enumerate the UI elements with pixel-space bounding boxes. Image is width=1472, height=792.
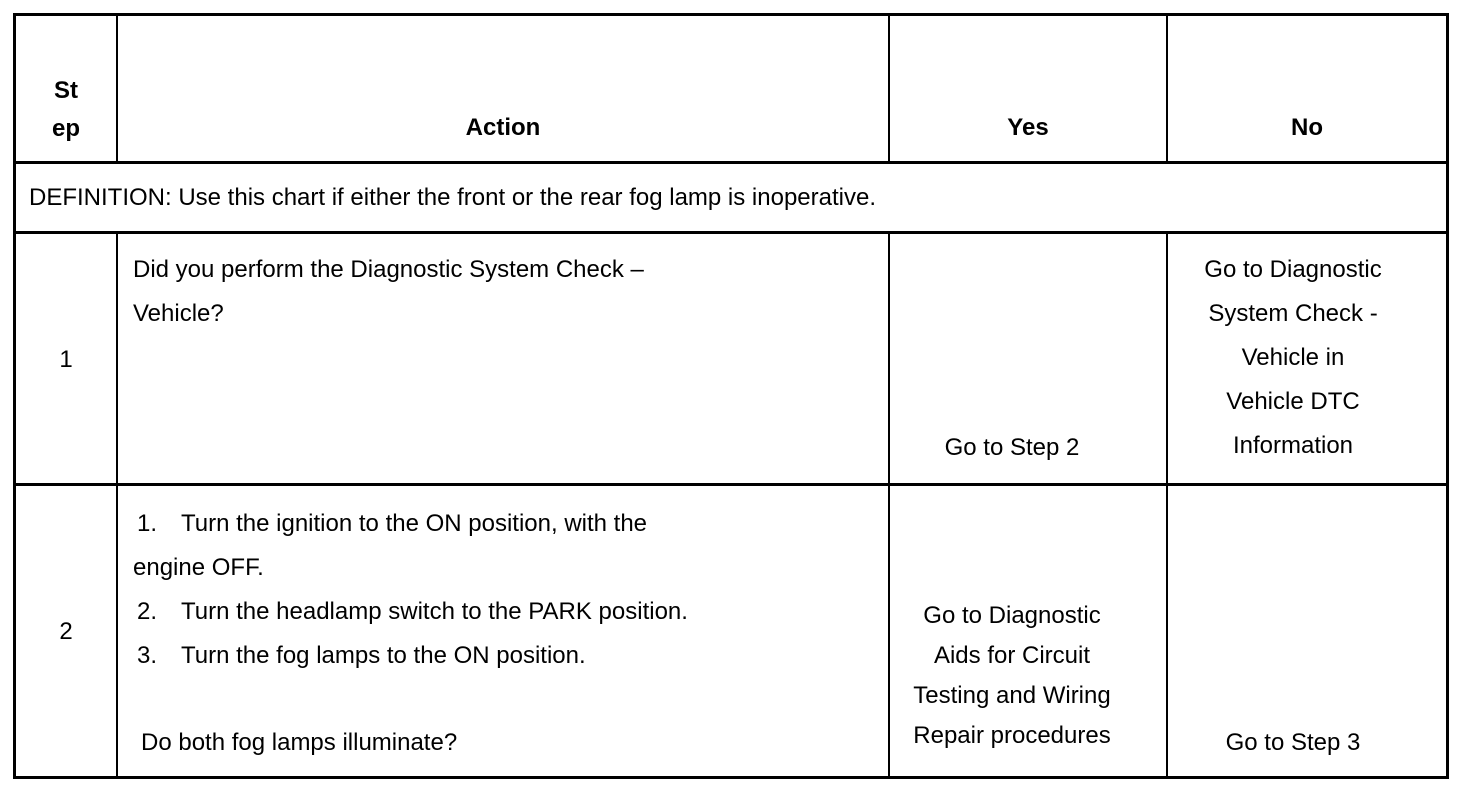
row1-no-line: Information bbox=[1232, 432, 1354, 459]
header-step bbox=[16, 72, 116, 148]
row1-no-line: Vehicle in bbox=[1241, 344, 1345, 371]
header-action: Action bbox=[465, 114, 541, 141]
list-item bbox=[133, 502, 688, 546]
list-item-number: 3. bbox=[137, 642, 158, 669]
row2-action bbox=[133, 502, 688, 678]
list-item-number: 1. bbox=[137, 510, 158, 537]
row2-step-list bbox=[133, 502, 688, 678]
row1-step: 1 bbox=[59, 346, 73, 373]
row1-divider bbox=[16, 483, 1446, 486]
list-item-text: Turn the headlamp switch to the PARK position. bbox=[181, 598, 688, 625]
header-yes: Yes bbox=[1007, 114, 1049, 141]
row2-yes-line: Testing and Wiring bbox=[913, 682, 1111, 709]
header-divider bbox=[16, 161, 1446, 164]
list-item-text: engine OFF. bbox=[133, 554, 264, 581]
row2-yes-line: Aids for Circuit bbox=[933, 642, 1091, 669]
row2-question: Do both fog lamps illuminate? bbox=[141, 729, 458, 756]
row2-yes bbox=[890, 596, 1134, 756]
header-no: No bbox=[1291, 114, 1323, 141]
definition-divider bbox=[16, 231, 1446, 234]
row2-no: Go to Step 3 bbox=[1225, 729, 1361, 756]
row1-action-line: Did you perform the Diagnostic System Check – bbox=[133, 256, 644, 283]
definition-text: DEFINITION: Use this chart if either the front or the rear fog lamp is inoperative. bbox=[29, 184, 876, 211]
row2-step: 2 bbox=[59, 618, 73, 645]
col-divider-step-body bbox=[116, 231, 118, 776]
header-step-line2: ep bbox=[51, 115, 80, 142]
list-item bbox=[133, 634, 688, 678]
row2-yes-line: Go to Diagnostic bbox=[923, 602, 1101, 629]
row1-no-line: Go to Diagnostic bbox=[1204, 256, 1382, 283]
list-item-text: Turn the ignition to the ON position, with the bbox=[181, 510, 648, 537]
list-item bbox=[133, 546, 688, 590]
row1-no-line: Vehicle DTC bbox=[1226, 388, 1360, 415]
row2-yes-line: Repair procedures bbox=[913, 722, 1111, 749]
row1-no bbox=[1168, 248, 1418, 468]
list-item bbox=[133, 590, 688, 634]
row1-no-line: System Check - bbox=[1208, 300, 1378, 327]
diagnostic-table bbox=[13, 13, 1449, 779]
list-item-number: 2. bbox=[137, 598, 158, 625]
row1-yes: Go to Step 2 bbox=[944, 434, 1080, 461]
row1-action-line: Vehicle? bbox=[133, 300, 224, 327]
row1-action bbox=[133, 248, 644, 336]
list-item-text: Turn the fog lamps to the ON position. bbox=[181, 642, 586, 669]
header-step-line1: St bbox=[54, 77, 78, 104]
